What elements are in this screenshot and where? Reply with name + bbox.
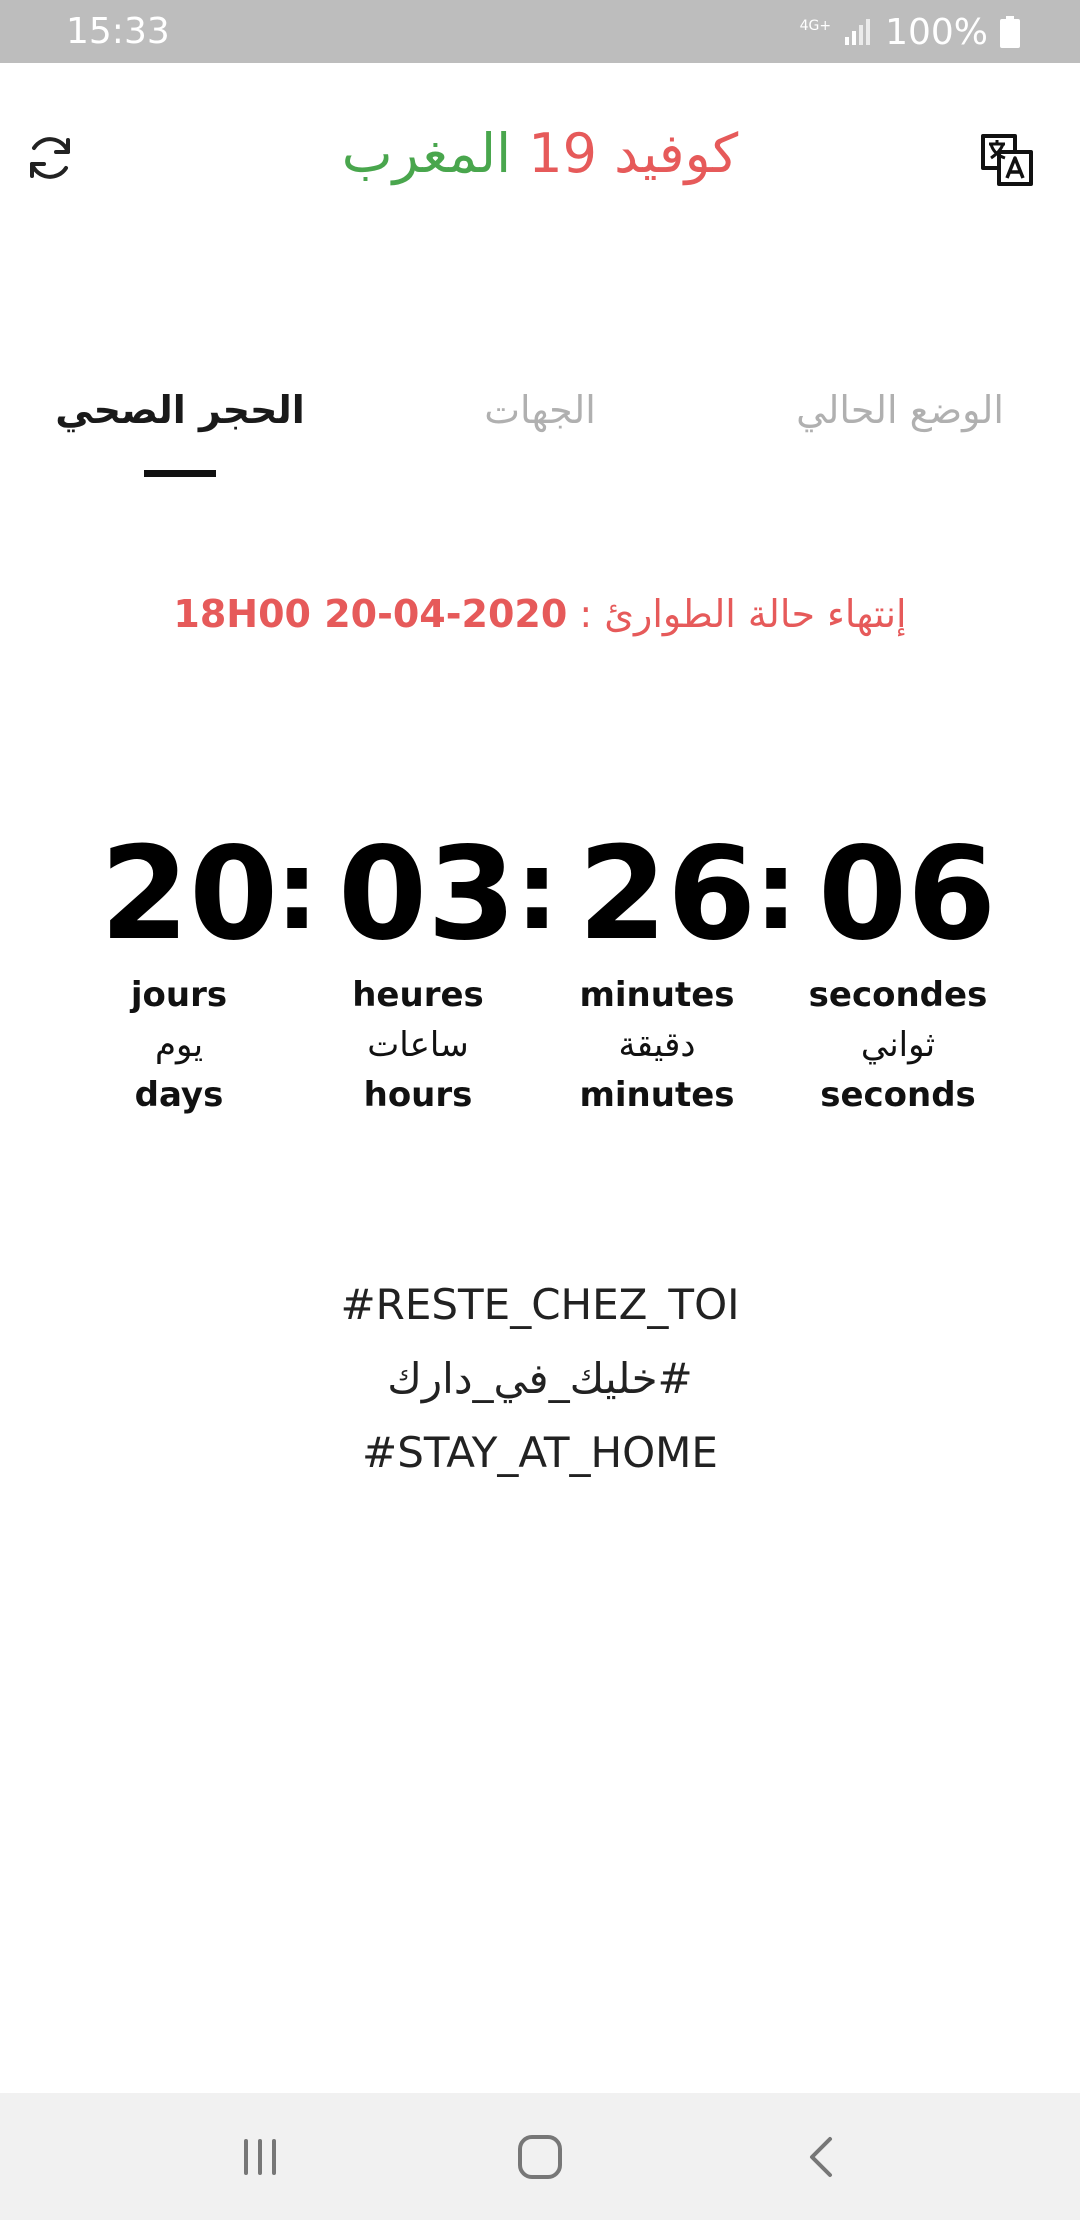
status-bar bbox=[0, 0, 1080, 63]
countdown-separator: : bbox=[754, 826, 798, 954]
back-button[interactable] bbox=[790, 2125, 854, 2189]
unit-label-en: seconds bbox=[820, 1075, 976, 1115]
emergency-end-label: إنتهاء حالة الطوارئ : bbox=[579, 592, 907, 636]
hashtag-en: #STAY_AT_HOME bbox=[362, 1428, 718, 1477]
app-title-covid: كوفيد 19 bbox=[528, 122, 739, 185]
recents-icon bbox=[228, 2125, 292, 2189]
signal-icon bbox=[843, 17, 873, 47]
tab-bar bbox=[0, 380, 1080, 480]
translate-icon bbox=[979, 132, 1035, 188]
status-time: 15:33 bbox=[66, 11, 170, 52]
hashtag-ar: #خليك_في_دارك bbox=[387, 1354, 693, 1403]
system-nav-bar bbox=[0, 2093, 1080, 2220]
emergency-end-line bbox=[0, 586, 1080, 642]
unit-label-ar: ساعات bbox=[367, 1025, 469, 1065]
unit-label-fr: jours bbox=[130, 975, 228, 1015]
app-title-country: المغرب bbox=[341, 122, 512, 185]
emergency-end-date: 18H00 20-04-2020 bbox=[173, 592, 568, 636]
countdown-hours: 03 bbox=[338, 820, 517, 969]
countdown-separator: : bbox=[515, 826, 559, 954]
network-type: 4G+ bbox=[799, 18, 832, 34]
countdown-minutes: 26 bbox=[578, 820, 757, 969]
unit-label-en: minutes bbox=[579, 1075, 735, 1115]
home-button[interactable] bbox=[508, 2125, 572, 2189]
unit-label-ar: دقيقة bbox=[618, 1025, 696, 1065]
recents-button[interactable] bbox=[228, 2125, 292, 2189]
unit-minutes bbox=[547, 970, 767, 1120]
battery-percent: 100% bbox=[885, 11, 988, 53]
unit-label-fr: secondes bbox=[808, 975, 988, 1015]
unit-seconds bbox=[788, 970, 1008, 1120]
translate-button[interactable] bbox=[979, 132, 1035, 188]
back-icon bbox=[790, 2125, 854, 2189]
hashtag-fr: #RESTE_CHEZ_TOI bbox=[340, 1280, 740, 1329]
status-indicators bbox=[800, 10, 1020, 54]
hashtag-block bbox=[0, 1268, 1080, 1490]
unit-label-en: hours bbox=[363, 1075, 473, 1115]
unit-days bbox=[69, 970, 289, 1120]
unit-label-fr: heures bbox=[352, 975, 484, 1015]
tab-quarantine[interactable]: الحجر الصحي bbox=[55, 388, 305, 432]
tab-regions[interactable]: الجهات bbox=[484, 388, 596, 432]
app-title bbox=[0, 118, 1080, 190]
countdown-days: 20 bbox=[100, 820, 279, 969]
unit-hours bbox=[308, 970, 528, 1120]
battery-icon bbox=[1000, 16, 1020, 48]
unit-label-ar: يوم bbox=[154, 1025, 204, 1065]
unit-label-en: days bbox=[134, 1075, 224, 1115]
tab-current-status[interactable]: الوضع الحالي bbox=[796, 388, 1004, 432]
unit-label-fr: minutes bbox=[579, 975, 735, 1015]
home-icon bbox=[508, 2125, 572, 2189]
countdown-seconds: 06 bbox=[818, 820, 997, 969]
active-tab-indicator bbox=[144, 470, 216, 477]
unit-label-ar: ثواني bbox=[860, 1025, 936, 1065]
countdown-separator: : bbox=[275, 826, 319, 954]
countdown-timer bbox=[100, 820, 997, 970]
